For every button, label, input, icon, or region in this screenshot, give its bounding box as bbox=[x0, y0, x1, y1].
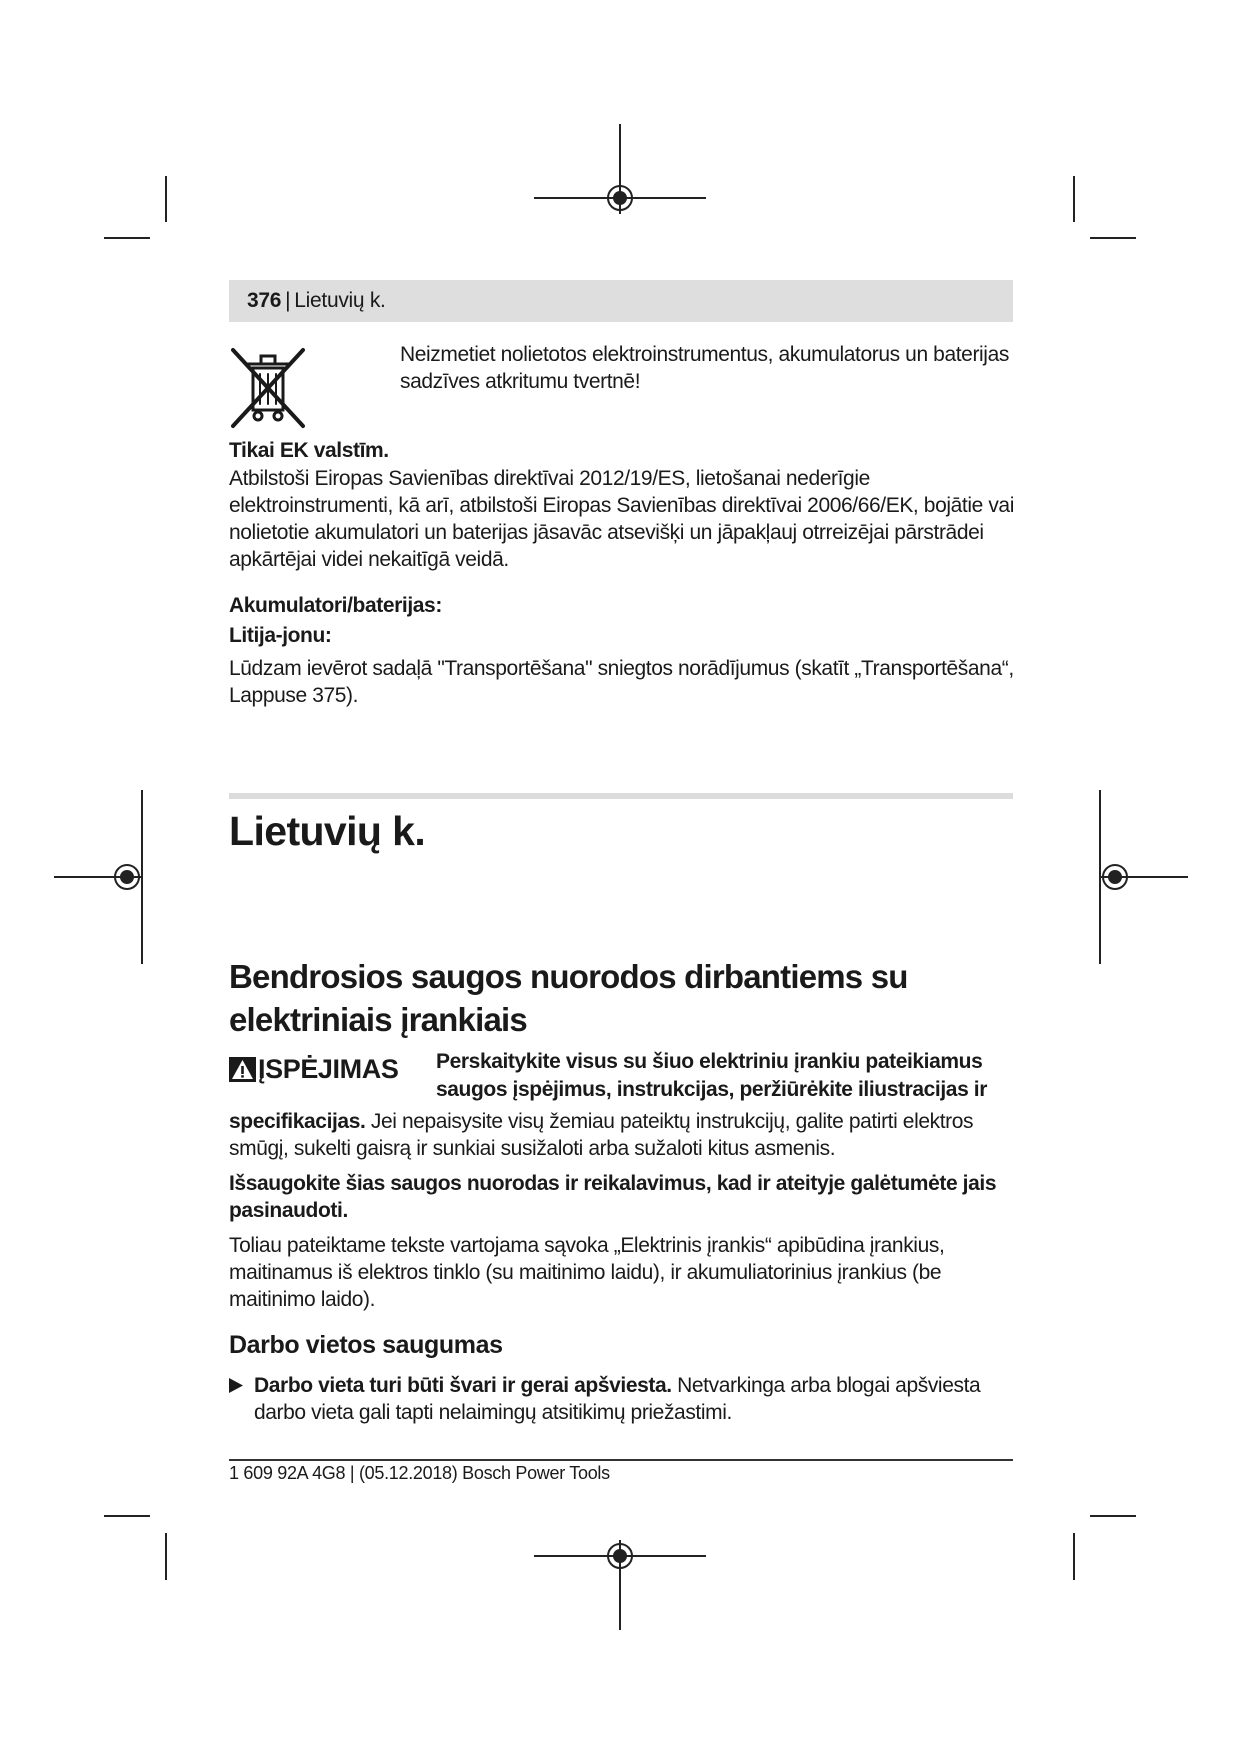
definition-paragraph: Toliau pateiktame tekste vartojama sąvoka „Elektrinis įrankis“ apibūdina įrankius, maitinamus iš elektros tinklo (su maitinimo laidu), ir akumuliatorinius įrankius (be maitinimo laido). bbox=[229, 1234, 945, 1311]
section-divider bbox=[229, 793, 1013, 799]
crossed-out-bin-icon bbox=[229, 346, 307, 430]
section-title: Lietuvių k. bbox=[229, 808, 426, 854]
registration-mark-top bbox=[534, 124, 706, 214]
list-item bbox=[229, 1372, 1013, 1426]
bullet-bold-text: Darbo vieta turi būti švari ir gerai apšviesta. bbox=[254, 1374, 672, 1397]
work-area-heading: Darbo vietos saugumas bbox=[229, 1331, 503, 1359]
footer-divider bbox=[229, 1459, 1013, 1461]
bullet-plain-text: Netvarkinga arba blogai apšviesta darbo vieta gali tapti nelaimingų atsitikimų priežastimi. bbox=[254, 1374, 981, 1424]
warning-label-text: ĮSPĖJIMAS bbox=[258, 1054, 399, 1084]
keep-instructions-text: Išsaugokite šias saugos nuorodas ir reikalavimus, kad ir ateityje galėtumėte jais pasinaudoti. bbox=[229, 1172, 997, 1222]
page-number: 376 bbox=[247, 289, 282, 312]
warning-label bbox=[229, 1054, 398, 1085]
warning-bold-text: Perskaitykite visus su šiuo elektriniu įrankiu pateikiamus saugos įspėjimus, instrukcijas, peržiūrėkite iliustracijas ir bbox=[436, 1050, 987, 1101]
batteries-heading: Akumulatori/baterijas: bbox=[229, 594, 442, 617]
warning-triangle-icon bbox=[229, 1057, 256, 1082]
page-footer: 1 609 92A 4G8 | (05.12.2018) Bosch Power Tools bbox=[229, 1463, 610, 1483]
registration-mark-right bbox=[1100, 790, 1188, 964]
header-section: Lietuvių k. bbox=[294, 289, 386, 312]
warning-paragraph bbox=[229, 1108, 1015, 1162]
safety-title: Bendrosios saugos nuorodos dirbantiems su elektriniais įrankiais bbox=[229, 958, 908, 1038]
warning-text: Jei nepaisysite visų žemiau pateiktų instrukcijų, galite patirti elektros smūgį, sukelti gaisrą ir sunkiai susižaloti arba sužaloti kitus asmenis. bbox=[229, 1110, 974, 1160]
registration-mark-bottom bbox=[534, 1540, 706, 1630]
lithium-ion-heading: Litija-jonu: bbox=[229, 624, 332, 647]
registration-mark-left bbox=[54, 790, 142, 964]
eu-paragraph: Atbilstoši Eiropas Savienības direktīvai 2012/19/ES, lietošanai nederīgie elektroinstrumenti, kā arī, atbilstoši Eiropas Savienības direktīvai 2006/66/EK, bojātie vai nolietotie akumulatori un baterijas jāsavāc atsevišķi un jāpakļauj otrreizējai pārstrādei apkārtējai videi nekaitīgā veidā. bbox=[229, 467, 1014, 571]
page-header bbox=[229, 280, 1013, 322]
header-separator: | bbox=[285, 289, 291, 312]
bullet-arrow-icon bbox=[229, 1378, 243, 1393]
bullet-text bbox=[254, 1372, 1013, 1426]
weee-notice: Neizmetiet nolietotos elektroinstrumentus, akumulatorus un baterijas sadzīves atkritumu tvertnē! bbox=[400, 343, 1009, 393]
batteries-paragraph: Lūdzam ievērot sadaļā "Transportēšana" sniegtos norādījumus (skatīt „Transportēšana“, Lappuse 375). bbox=[229, 657, 1014, 707]
eu-heading: Tikai EK valstīm. bbox=[229, 439, 389, 462]
warning-bold-continuation: specifikacijas. bbox=[229, 1110, 366, 1133]
